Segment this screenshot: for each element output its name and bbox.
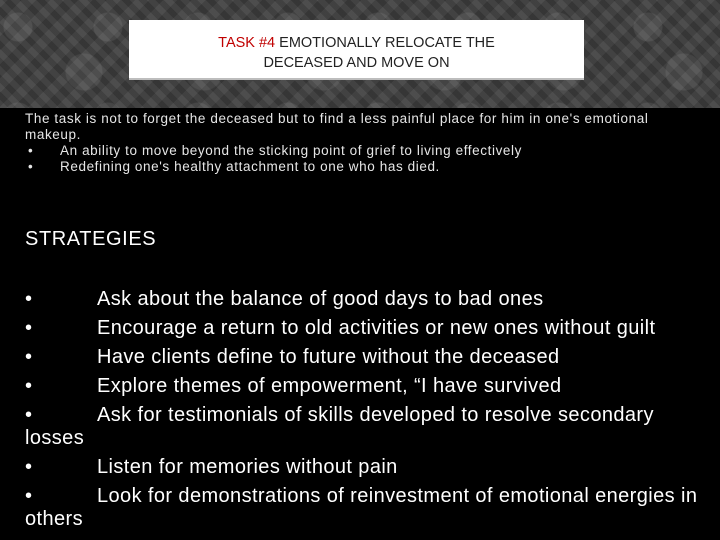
bullet-marker: • — [25, 346, 33, 368]
strategy-item — [25, 288, 705, 311]
slide-body — [0, 108, 720, 540]
slide-title — [129, 20, 584, 80]
intro-bullet — [25, 159, 695, 175]
bullet-marker: • — [28, 143, 34, 158]
title-line-1 — [129, 33, 584, 53]
strategy-item — [25, 375, 705, 398]
title-line-2: DECEASED AND MOVE ON — [263, 55, 450, 71]
bullet-marker: • — [25, 288, 33, 310]
strategies-heading: STRATEGIES — [25, 228, 157, 250]
strategy-item — [25, 317, 705, 340]
strategy-text: Have clients define to future without the deceased — [97, 346, 560, 368]
title-line-1-text: EMOTIONALLY RELOCATE THE — [275, 35, 495, 51]
title-task-number: TASK #4 — [218, 35, 276, 51]
intro-text: The task is not to forget the deceased but to find a less painful place for him in one's emotional makeup. — [25, 111, 649, 142]
strategy-text: Ask for testimonials of skills developed to resolve secondary losses — [25, 404, 672, 449]
bullet-marker: • — [25, 317, 33, 339]
intro-bullet — [25, 143, 695, 159]
strategy-text: Look for demonstrations of reinvestment of emotional energies in others — [25, 485, 698, 530]
strategy-item — [25, 404, 705, 450]
intro-bullet-text: Redefining one's healthy attachment to one who has died. — [60, 159, 440, 174]
strategy-text: Ask about the balance of good days to bad ones — [97, 288, 544, 310]
intro-bullet-text: An ability to move beyond the sticking point of grief to living effectively — [60, 143, 522, 158]
bullet-marker: • — [28, 159, 34, 174]
strategy-text: Encourage a return to old activities or new ones without guilt — [97, 317, 656, 339]
bullet-marker: • — [25, 404, 33, 426]
strategy-item — [25, 456, 705, 479]
strategies-list — [25, 288, 705, 537]
bullet-marker: • — [25, 485, 33, 507]
strategy-text: Explore themes of empowerment, “I have survived — [97, 375, 562, 397]
strategy-item — [25, 346, 705, 369]
bullet-marker: • — [25, 375, 33, 397]
strategy-item — [25, 485, 705, 531]
strategy-text: Listen for memories without pain — [97, 456, 398, 478]
bullet-marker: • — [25, 456, 33, 478]
intro-block — [25, 111, 695, 175]
